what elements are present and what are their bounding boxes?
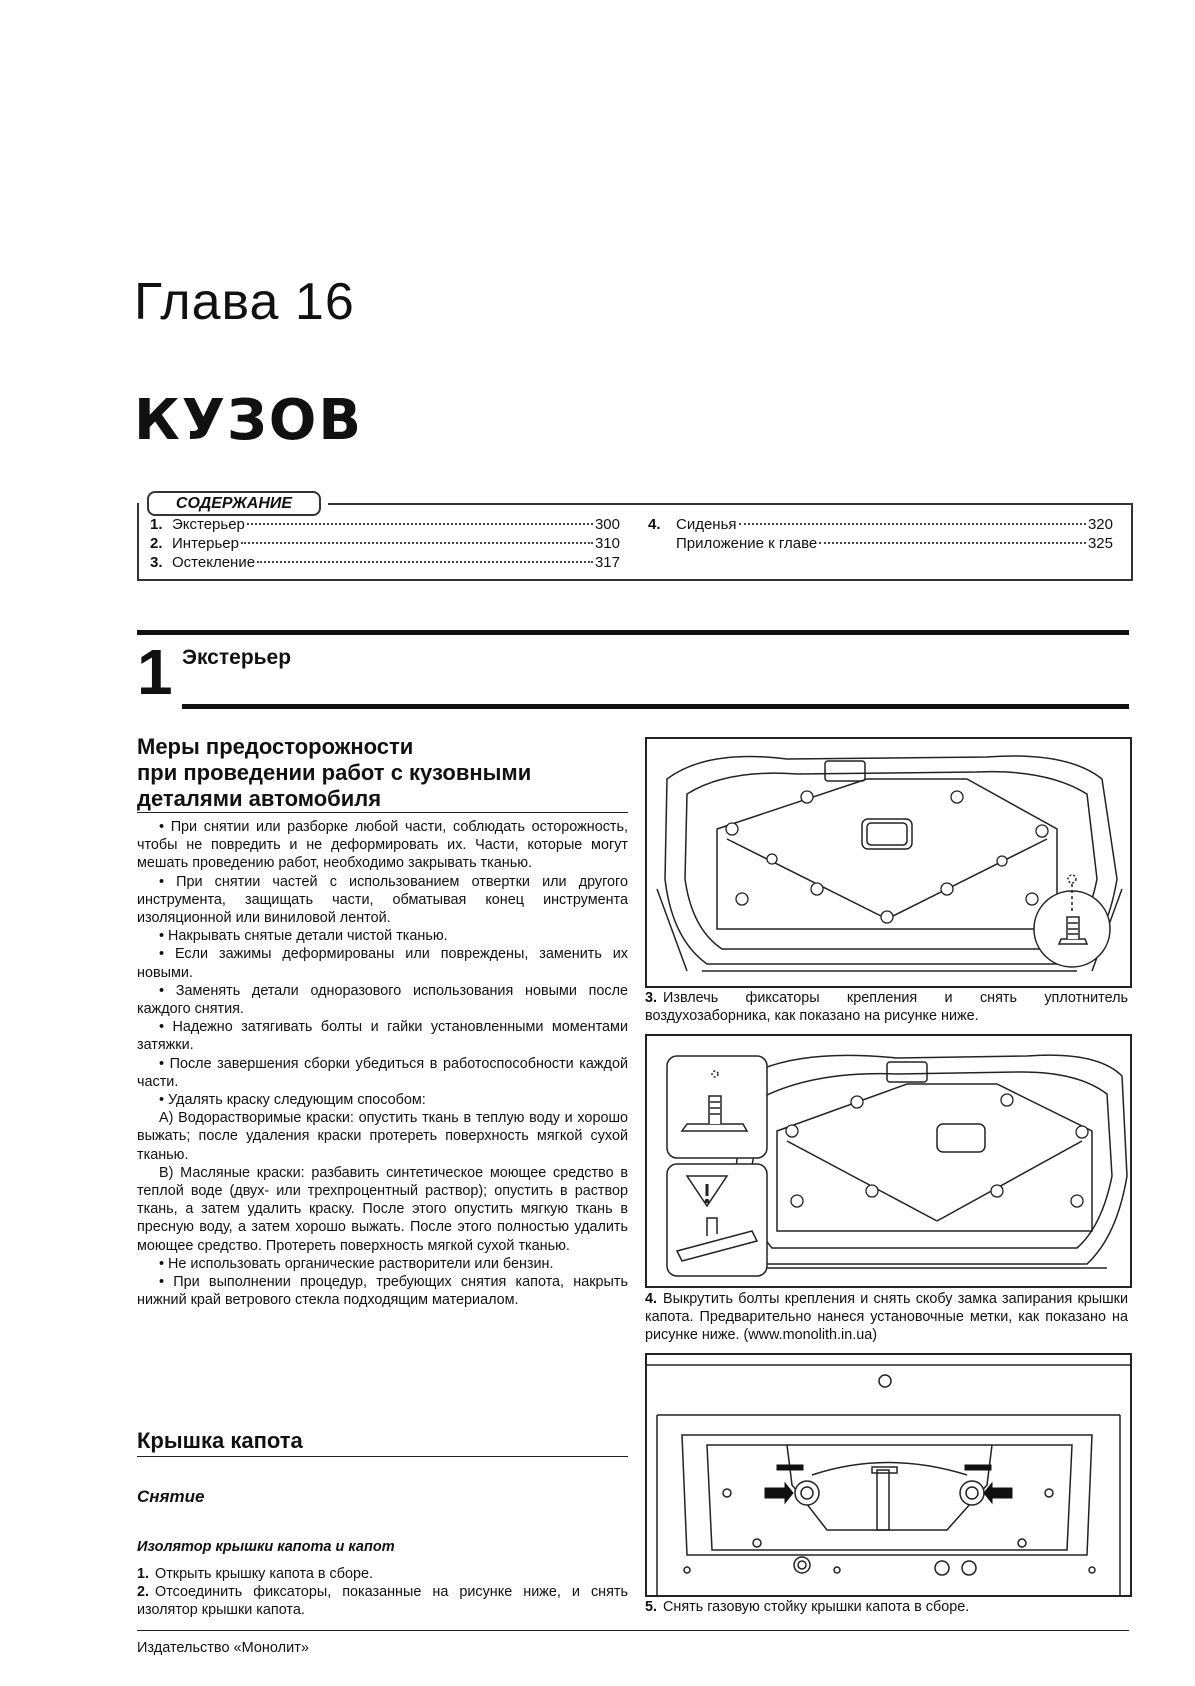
caption-number: 3. [645,990,658,1006]
hood-heading-rule [137,1456,628,1457]
toc-item-page: 300 [594,516,620,533]
toc-item-page: 317 [594,554,620,571]
precaution-paragraph: • При снятии частей с использованием отвертки или другого инструмента, защищать части, обматывая конец инструмента изоляционной или виниловой лентой. [137,873,628,927]
step-text: Открыть крышку капота в сборе. [155,1566,373,1582]
clip-inset-bottom [667,1164,767,1276]
figure-hood-clips [645,1034,1132,1288]
precaution-paragraph: • При выполнении процедур, требующих снятия капота, накрыть нижний край ветрового стекла подходящим материалом. [137,1274,628,1309]
toc-item-number: 3. [150,554,163,571]
toc-item-name: Интерьер [172,535,239,552]
section-bottom-rule [182,704,1129,709]
hood-lock-drawing [647,1355,1130,1595]
toc-item-name: Остекление [172,554,256,571]
hood-underside-drawing [647,739,1130,986]
precautions-heading-rule [137,812,628,813]
caption-text: Выкрутить болты крепления и снять скобу замка запирания крышки капота. Предварительно нанеся установочные метки, как показано на рисунке ниже. (www.monolith.in.ua) [645,1291,1128,1343]
footer-rule [137,1630,1129,1631]
toc-leader-dots [819,542,1086,544]
toc-item[interactable] [648,534,1113,553]
precautions-body [137,818,628,1309]
toc-leader-dots [241,542,593,544]
precautions-heading-line: Меры предосторожности [137,734,414,759]
toc-heading: СОДЕРЖАНИЕ [147,491,321,516]
chapter-label: Глава 16 [134,273,355,331]
hood-heading: Крышка капота [137,1428,303,1453]
toc-item-number: 2. [150,535,163,552]
chapter-title: КУЗОВ [134,388,364,453]
toc-item-page: 320 [1087,516,1113,533]
toc-item[interactable] [150,534,620,553]
hood-steps [137,1565,628,1619]
section-top-rule [137,630,1129,635]
toc-item-number: 4. [648,516,661,533]
precaution-paragraph: • При снятии или разборке любой части, соблюдать осторожность, чтобы не повредить и не деформировать их. Части, которые могут мешать проведению работ, необходимо закрывать тканью. [137,819,628,872]
step-number: 1. [137,1566,150,1582]
precaution-paragraph: • Заменять детали одноразового использования новыми после каждого снятия. [137,982,628,1018]
toc-item-name: Сиденья [676,516,737,533]
toc-item-name: Экстерьер [172,516,245,533]
toc-item[interactable] [648,515,1113,534]
precaution-paragraph: • Если зажимы деформированы или повреждены, заменить их новыми. [137,946,628,981]
hood-subheading-removal: Снятие [137,1487,205,1506]
precautions-heading-line: деталями автомобиля [137,786,382,811]
toc-leader-dots [247,523,593,525]
precaution-paragraph: • Надежно затягивать болты и гайки установленными моментами затяжки. [137,1019,628,1054]
step-number: 2. [137,1584,150,1600]
caption-number: 5. [645,1599,658,1615]
section-title: Экстерьер [182,646,292,669]
precaution-paragraph: В) Масляные краски: разбавить синтетическое моющее средство в теплой воде (двух- или трехпроцентный раствор); опустить в раствор ткань, а затем удалить краску. После этого опустить мягкую ткань в пресную воду, а затем хорошо выжать. После этого полностью удалить моющее средство. Протереть поверхность мягкой сухой тканью. [137,1164,628,1254]
clip-inset-top [667,1056,767,1158]
hood-clips-drawing [647,1036,1130,1286]
caption-step-4 [645,1290,1128,1344]
hood-subheading-insulator: Изолятор крышки капота и капот [137,1539,395,1555]
toc-item-number: 1. [150,516,163,533]
caption-step-3 [645,989,1128,1025]
publisher-footer: Издательство «Монолит» [137,1640,309,1656]
precautions-heading [137,734,637,812]
precautions-heading-line: при проведении работ с кузовными [137,760,532,785]
figure-hood-lock [645,1353,1132,1597]
toc-item-name: Приложение к главе [676,535,818,552]
toc-item-page: 310 [594,535,620,552]
caption-number: 4. [645,1291,658,1307]
toc-item[interactable] [150,515,620,534]
precaution-paragraph: А) Водорастворимые краски: опустить ткань в теплую воду и хорошо выжать; после удаления краски протереть поверхность мягкой сухой тканью. [137,1110,628,1163]
caption-text: Извлечь фиксаторы крепления и снять уплотнитель воздухозаборника, как показано на рисунке ниже. [645,990,1128,1024]
caption-text: Снять газовую стойку крышки капота в сборе. [663,1599,970,1615]
figure-hood-underside [645,737,1132,988]
toc-item[interactable] [150,553,620,572]
step-text: Отсоединить фиксаторы, показанные на рисунке ниже, и снять изолятор крышки капота. [137,1584,628,1618]
step-item [137,1583,628,1619]
precaution-paragraph: • Не использовать органические растворители или бензин. [159,1255,554,1272]
toc-right-column [648,515,1113,553]
precaution-paragraph: • Удалять краску следующим способом: [159,1092,426,1109]
step-item [137,1565,628,1583]
precaution-paragraph: • Накрывать снятые детали чистой тканью. [159,928,448,945]
section-number: 1 [137,636,173,708]
toc-leader-dots [739,523,1086,525]
toc-item-page: 325 [1087,535,1113,552]
precaution-paragraph: • После завершения сборки убедиться в работоспособности каждой части. [137,1055,628,1090]
toc-left-column [150,515,620,572]
caption-step-5 [645,1598,1128,1616]
clip-detail-inset [1034,875,1110,967]
toc-leader-dots [257,561,593,563]
toc-top-border [328,503,1131,505]
